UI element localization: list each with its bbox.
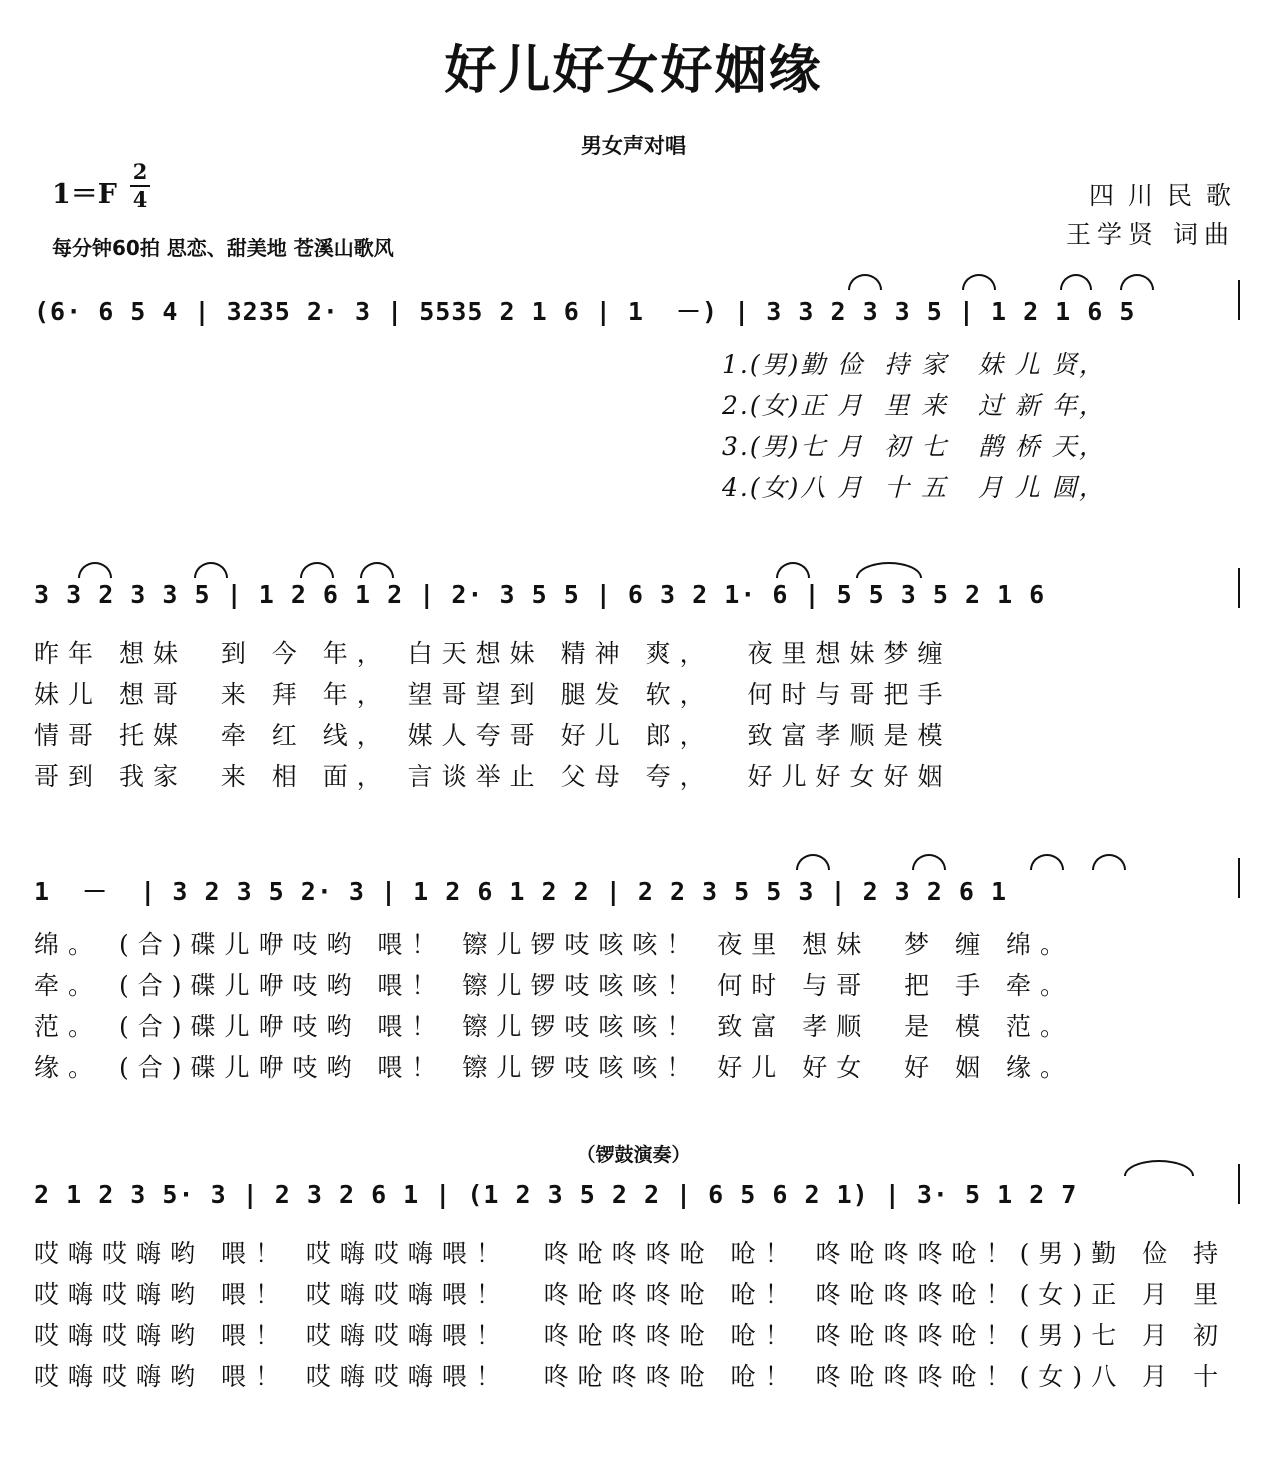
system-1-lyric-1: 1.(男)勤 俭 持 家 妹 儿 贤， [722, 350, 1106, 379]
system-2-lyric-3: 情哥 托媒 牵 红 线， 媒人夸哥 好儿 郎， 致富孝顺是模 [34, 721, 952, 750]
system-2-lyric-2: 妹儿 想哥 来 拜 年， 望哥望到 腿发 软， 何时与哥把手 [34, 680, 952, 709]
system-4-lyric-3: 哎嗨哎嗨哟 喂！ 哎嗨哎嗨喂！ 咚呛咚咚呛 呛！ 咚呛咚咚呛！(男)七 月 初 [34, 1321, 1228, 1350]
system-2-lyric-4: 哥到 我家 来 相 面， 言谈举止 父母 夸， 好儿好女好姻 [34, 762, 952, 791]
final-barline [1238, 568, 1240, 608]
system-3-lyric-3: 范。 (合)碟儿咿吱哟 喂！ 镲儿锣吱咳咳！ 致富 孝顺 是 模 范。 [34, 1012, 1075, 1041]
system-3-lyric-4: 缘。 (合)碟儿咿吱哟 喂！ 镲儿锣吱咳咳！ 好儿 好女 好 姻 缘。 [34, 1053, 1075, 1082]
system-3-lyric-1: 绵。 (合)碟儿咿吱哟 喂！ 镲儿锣吱咳咳！ 夜里 想妹 梦 缠 绵。 [34, 930, 1075, 959]
system-1-lyric-2: 2.(女)正 月 里 来 过 新 年， [722, 391, 1106, 420]
tie-mark [78, 562, 112, 578]
tie-mark [1120, 274, 1154, 290]
system-4-lyric-4: 哎嗨哎嗨哟 喂！ 哎嗨哎嗨喂！ 咚呛咚咚呛 呛！ 咚呛咚咚呛！(女)八 月 十 [34, 1362, 1228, 1391]
tie-mark [1030, 854, 1064, 870]
system-2-lyric-1: 昨年 想妹 到 今 年， 白天想妹 精神 爽， 夜里想妹梦缠 [34, 639, 952, 668]
tie-mark [848, 274, 882, 290]
tie-mark [1092, 854, 1126, 870]
subtitle: 男女声对唱 [581, 134, 686, 158]
system-4-lyric-2: 哎嗨哎嗨哟 喂！ 哎嗨哎嗨喂！ 咚呛咚咚呛 呛！ 咚呛咚咚呛！(女)正 月 里 [34, 1280, 1228, 1309]
system-1-lyric-3: 3.(男)七 月 初 七 鹊 桥 天， [722, 432, 1106, 461]
final-barline [1238, 1164, 1240, 1204]
system-3-lyric-2: 牵。 (合)碟儿咿吱哟 喂！ 镲儿锣吱咳咳！ 何时 与哥 把 手 牵。 [34, 971, 1075, 1000]
time-signature [130, 160, 150, 212]
tie-mark [360, 562, 394, 578]
time-signature-bottom: 4 [132, 187, 148, 212]
system-3-notes: 1 － | 3 2 3 5 2· 3 | 1 2 6 1 2 2 | 2 2 3 5 5 3 | 2 3 2 6 1 [34, 877, 1008, 906]
key-signature: 1＝F [52, 179, 117, 210]
origin-credit: 四川民歌 [1088, 181, 1245, 210]
author-credit: 王学贤 词曲 [1066, 220, 1235, 249]
tie-mark [194, 562, 228, 578]
tie-mark [962, 274, 996, 290]
system-4-lyric-1: 哎嗨哎嗨哟 喂！ 哎嗨哎嗨喂！ 咚呛咚咚呛 呛！ 咚呛咚咚呛！(男)勤 俭 持 [34, 1239, 1228, 1268]
tie-mark [1060, 274, 1092, 290]
tie-mark [912, 854, 946, 870]
system-1-notes: (6· 6 5 4 | 3235 2· 3 | 5535 2 1 6 | 1 －) | 3 3 2 3 3 5 | 1 2 1 6 5 [34, 297, 1136, 326]
system-4-notes: 2 1 2 3 5· 3 | 2 3 2 6 1 | (1 2 3 5 2 2 | 6 5 6 2 1) | 3· 5 1 2 7 [34, 1180, 1078, 1209]
time-signature-top: 2 [132, 159, 148, 184]
song-title: 好儿好女好姻缘 [444, 40, 823, 101]
percussion-section-label: （锣鼓演奏） [576, 1144, 691, 1166]
final-barline [1238, 280, 1240, 320]
tie-mark [300, 562, 334, 578]
tie-mark [856, 562, 922, 578]
system-2-notes: 3 3 2 3 3 5 | 1 2 6 1 2 | 2· 3 5 5 | 6 3 2 1· 6 | 5 5 3 5 2 1 6 [34, 580, 1046, 609]
tie-mark [776, 562, 810, 578]
tempo-marking: 每分钟60拍 思恋、甜美地 苍溪山歌风 [52, 236, 394, 260]
tie-mark [796, 854, 830, 870]
final-barline [1238, 858, 1240, 898]
system-1-lyric-4: 4.(女)八 月 十 五 月 儿 圆， [722, 473, 1106, 502]
